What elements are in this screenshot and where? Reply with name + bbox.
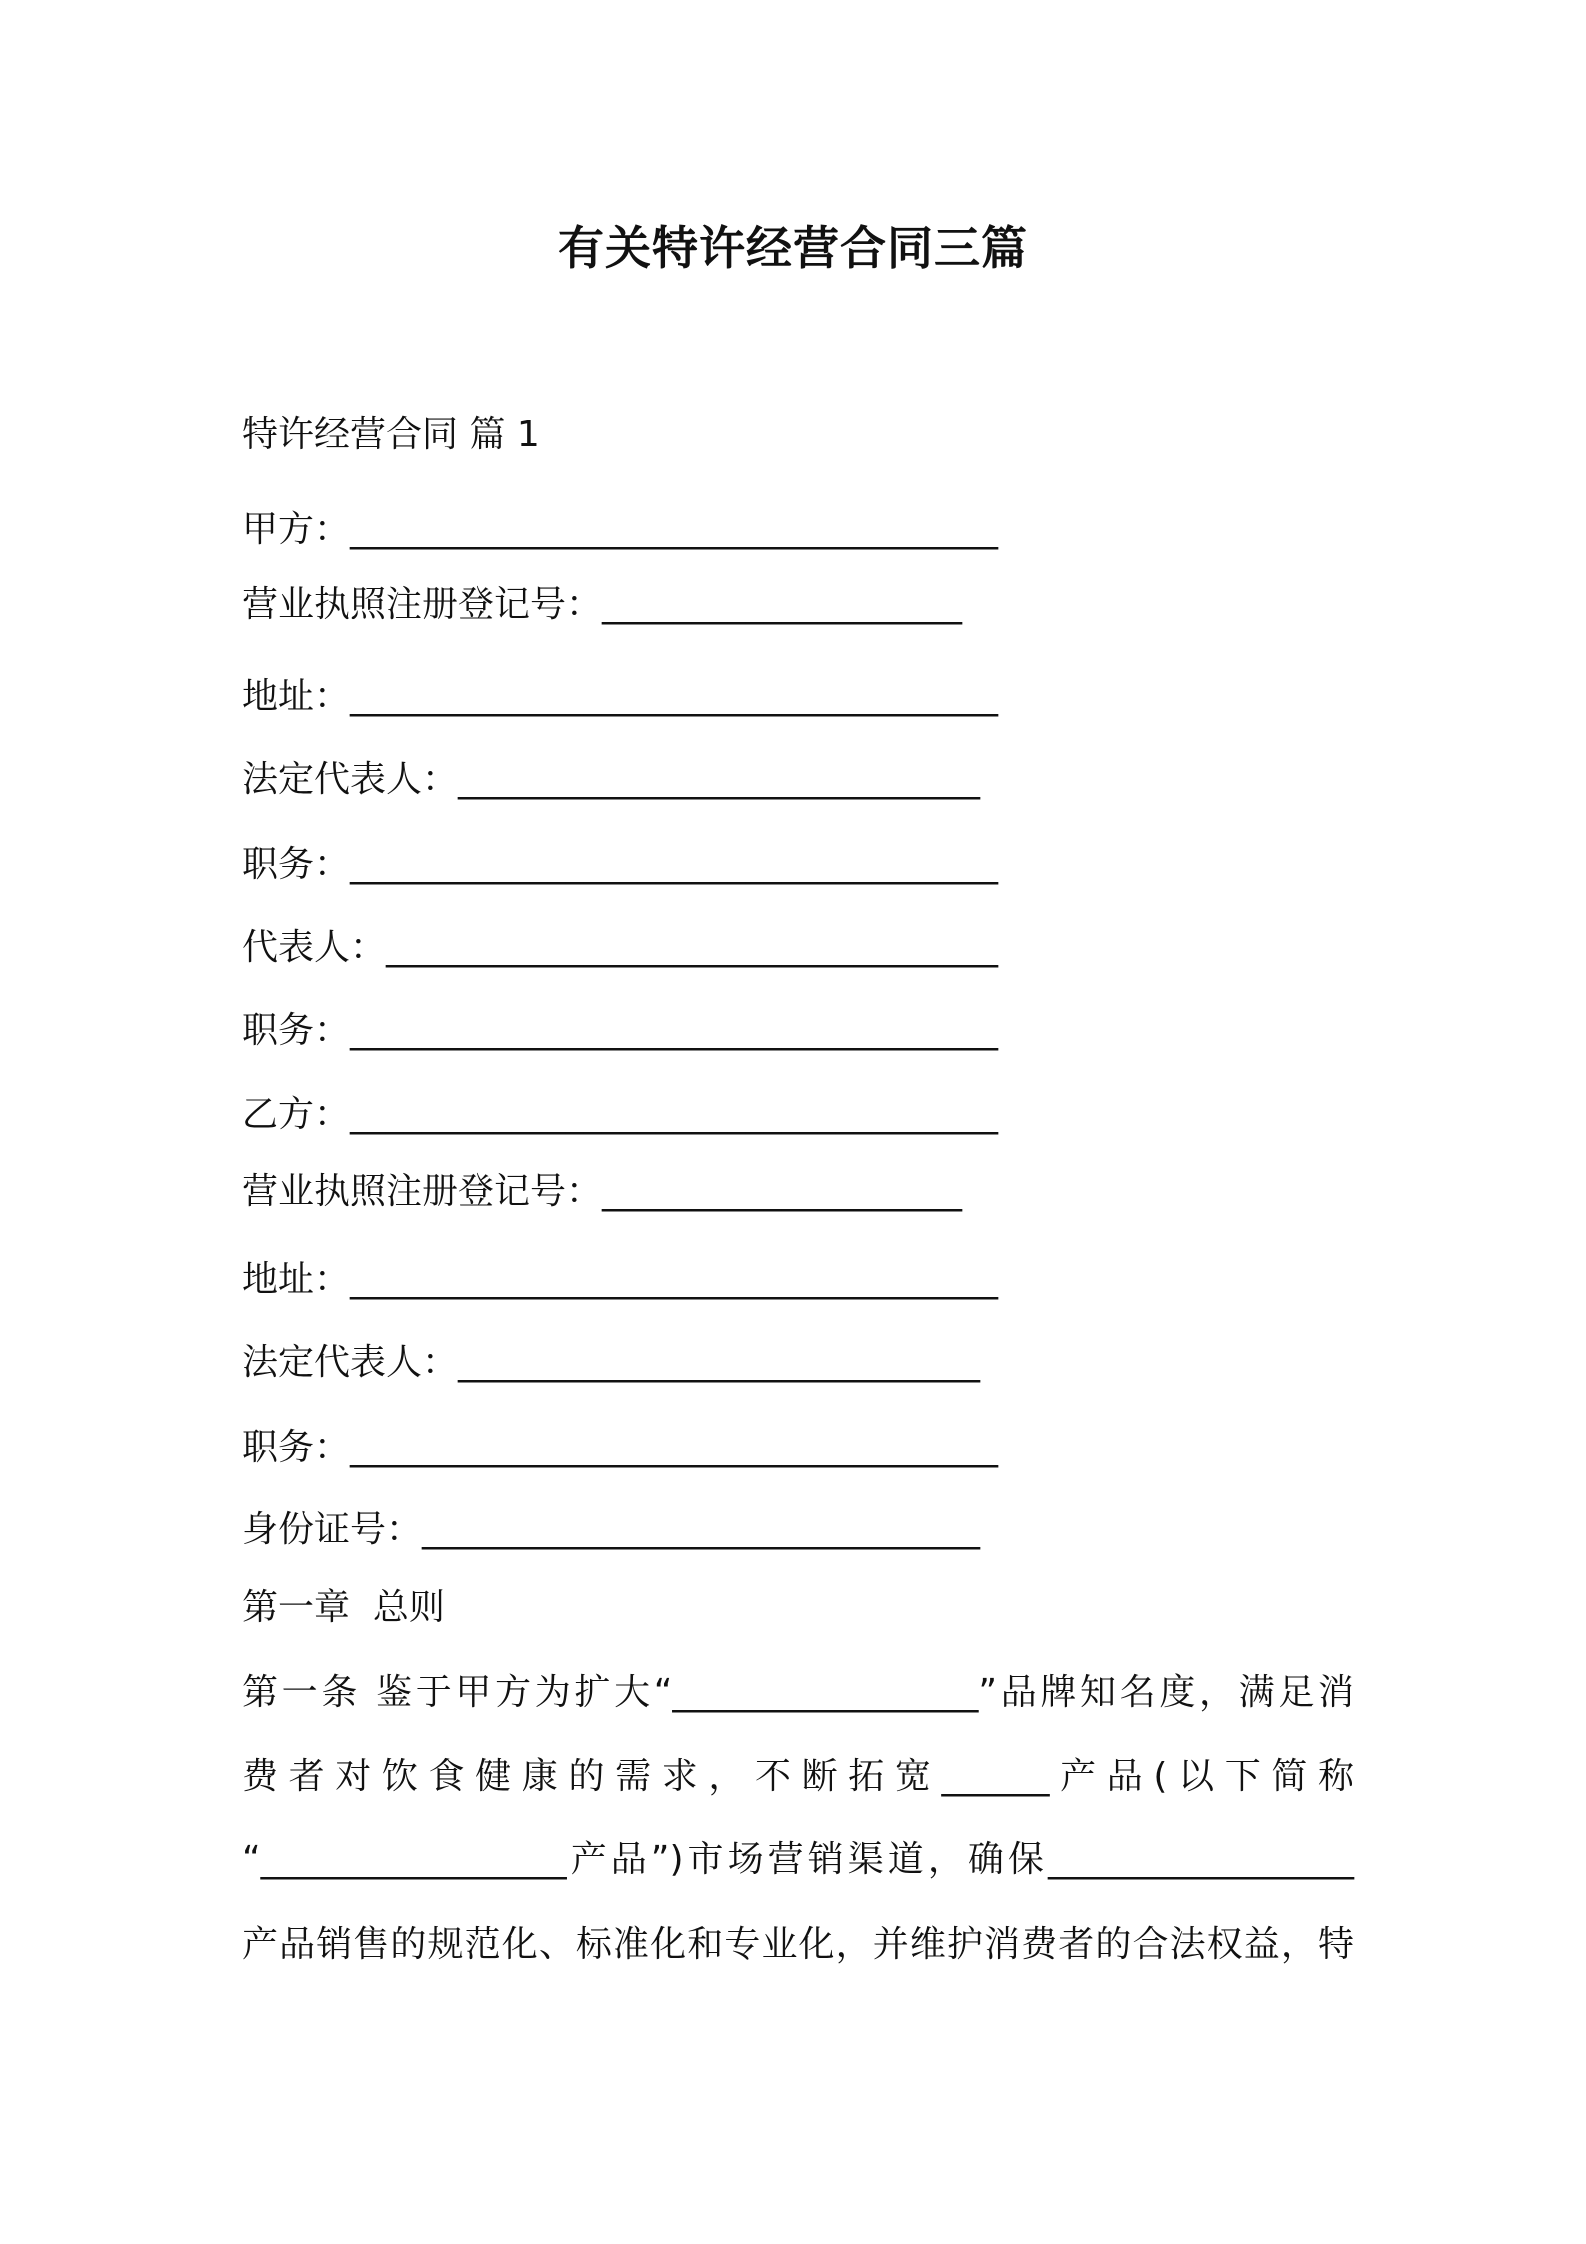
- party-b-legal-rep-line: 法定代表人：_____________________________: [242, 1342, 981, 1383]
- party-a-representative-line: 代表人：__________________________________: [242, 927, 999, 968]
- article-1-line-1: 第一条 鉴于甲方为扩大“_________________”品牌知名度，满足消: [242, 1672, 1354, 1713]
- article-1-line-2: 费者对饮食健康的需求，不断拓宽______产品(以下简称: [242, 1756, 1354, 1797]
- party-b-id-number-line: 身份证号：_______________________________: [242, 1509, 981, 1550]
- party-b-license-line: 营业执照注册登记号：____________________: [242, 1171, 963, 1212]
- party-b-position-line: 职务：____________________________________: [242, 1427, 999, 1468]
- party-a-rep-position-line: 职务：____________________________________: [242, 1010, 999, 1051]
- party-a-position-line: 职务：____________________________________: [242, 844, 999, 885]
- chapter-heading: 第一章 总则: [242, 1587, 445, 1628]
- section-heading: 特许经营合同 篇 1: [242, 414, 540, 455]
- article-1-line-3: “_________________产品”)市场营销渠道，确保_________________: [242, 1839, 1354, 1880]
- party-b-name-line: 乙方：____________________________________: [242, 1094, 999, 1135]
- article-1-line-4: 产品销售的规范化、标准化和专业化，并维护消费者的合法权益，特: [242, 1924, 1354, 1965]
- party-a-name-line: 甲方：____________________________________: [242, 509, 999, 550]
- document-title: 有关特许经营合同三篇: [558, 221, 1028, 275]
- party-a-license-line: 营业执照注册登记号：____________________: [242, 584, 963, 625]
- party-a-legal-rep-line: 法定代表人：_____________________________: [242, 759, 981, 800]
- party-b-address-line: 地址：____________________________________: [242, 1259, 999, 1300]
- party-a-address-line: 地址：____________________________________: [242, 676, 999, 717]
